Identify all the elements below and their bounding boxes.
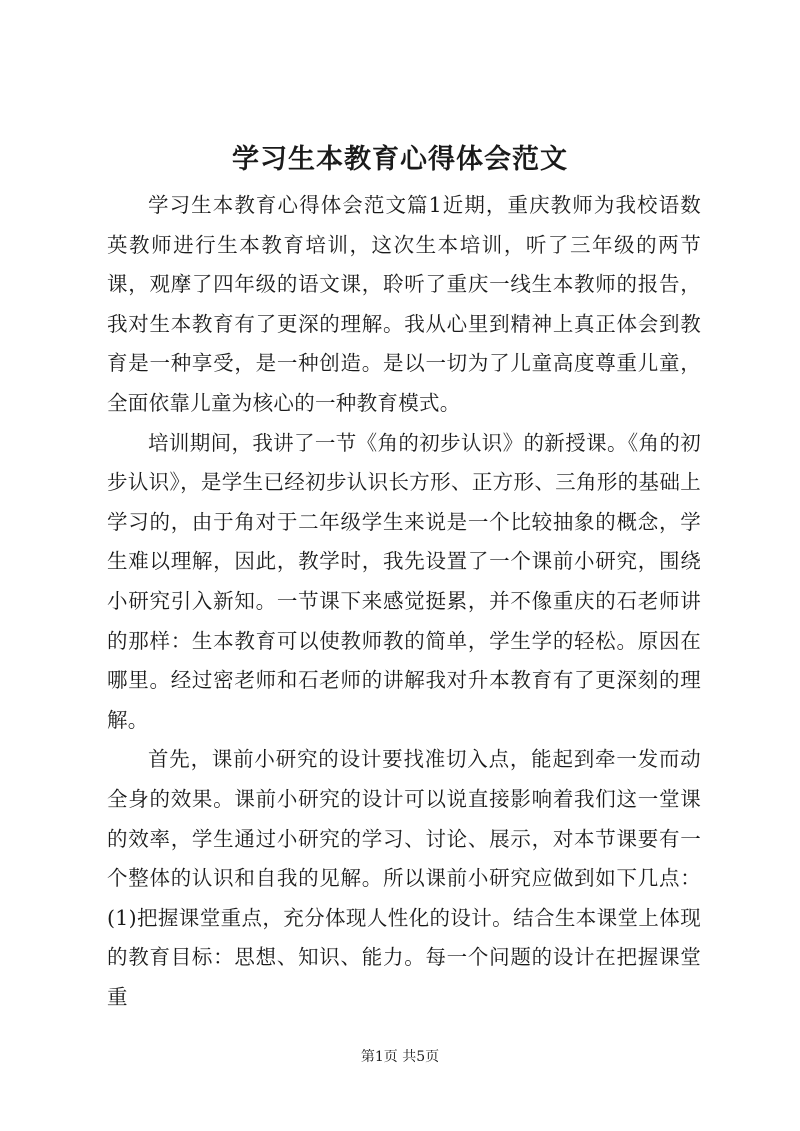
page-footer: 第1页 共5页 [360, 1049, 440, 1065]
page-title: 学习生本教育心得体会范文 [232, 144, 568, 175]
paragraph-1: 学习生本教育心得体会范文篇1近期，重庆教师为我校语数英教师进行生本教育培训，这次生本培训，听了三年级的两节课，观摩了四年级的语文课，聆听了重庆一线生本教师的报告，我对生本教育有了更深的理解。我从心里到精神上真正体会到教育是一种享受，是一种创造。是以一切为了儿童高度尊重儿童，全面依靠儿童为核心的一种教育模式。 [107, 193, 701, 415]
paragraph-2: 培训期间，我讲了一节《角的初步认识》的新授课。《角的初步认识》，是学生已经初步认识长方形、正方形、三角形的基础上学习的，由于角对于二年级学生来说是一个比较抽象的概念，学生难以理解，因此，教学时，我先设置了一个课前小研究，围绕小研究引入新知。一节课下来感觉挺累，并不像重庆的石老师讲的那样：生本教育可以使教师教的简单，学生学的轻松。原因在哪里。经过密老师和石老师的讲解我对升本教育有了更深刻的理解。 [107, 430, 701, 732]
paragraph-3: 首先，课前小研究的设计要找准切入点，能起到牵一发而动全身的效果。课前小研究的设计可以说直接影响着我们这一堂课的效率，学生通过小研究的学习、讨论、展示，对本节课要有一个整体的认识和自我的见解。所以课前小研究应做到如下几点：(1)把握课堂重点，充分体现人性化的设计。结合生本课堂上体现的教育目标：思想、知识、能力。每一个问题的设计在把握课堂重 [107, 747, 701, 1009]
document-body [107, 186, 701, 1017]
